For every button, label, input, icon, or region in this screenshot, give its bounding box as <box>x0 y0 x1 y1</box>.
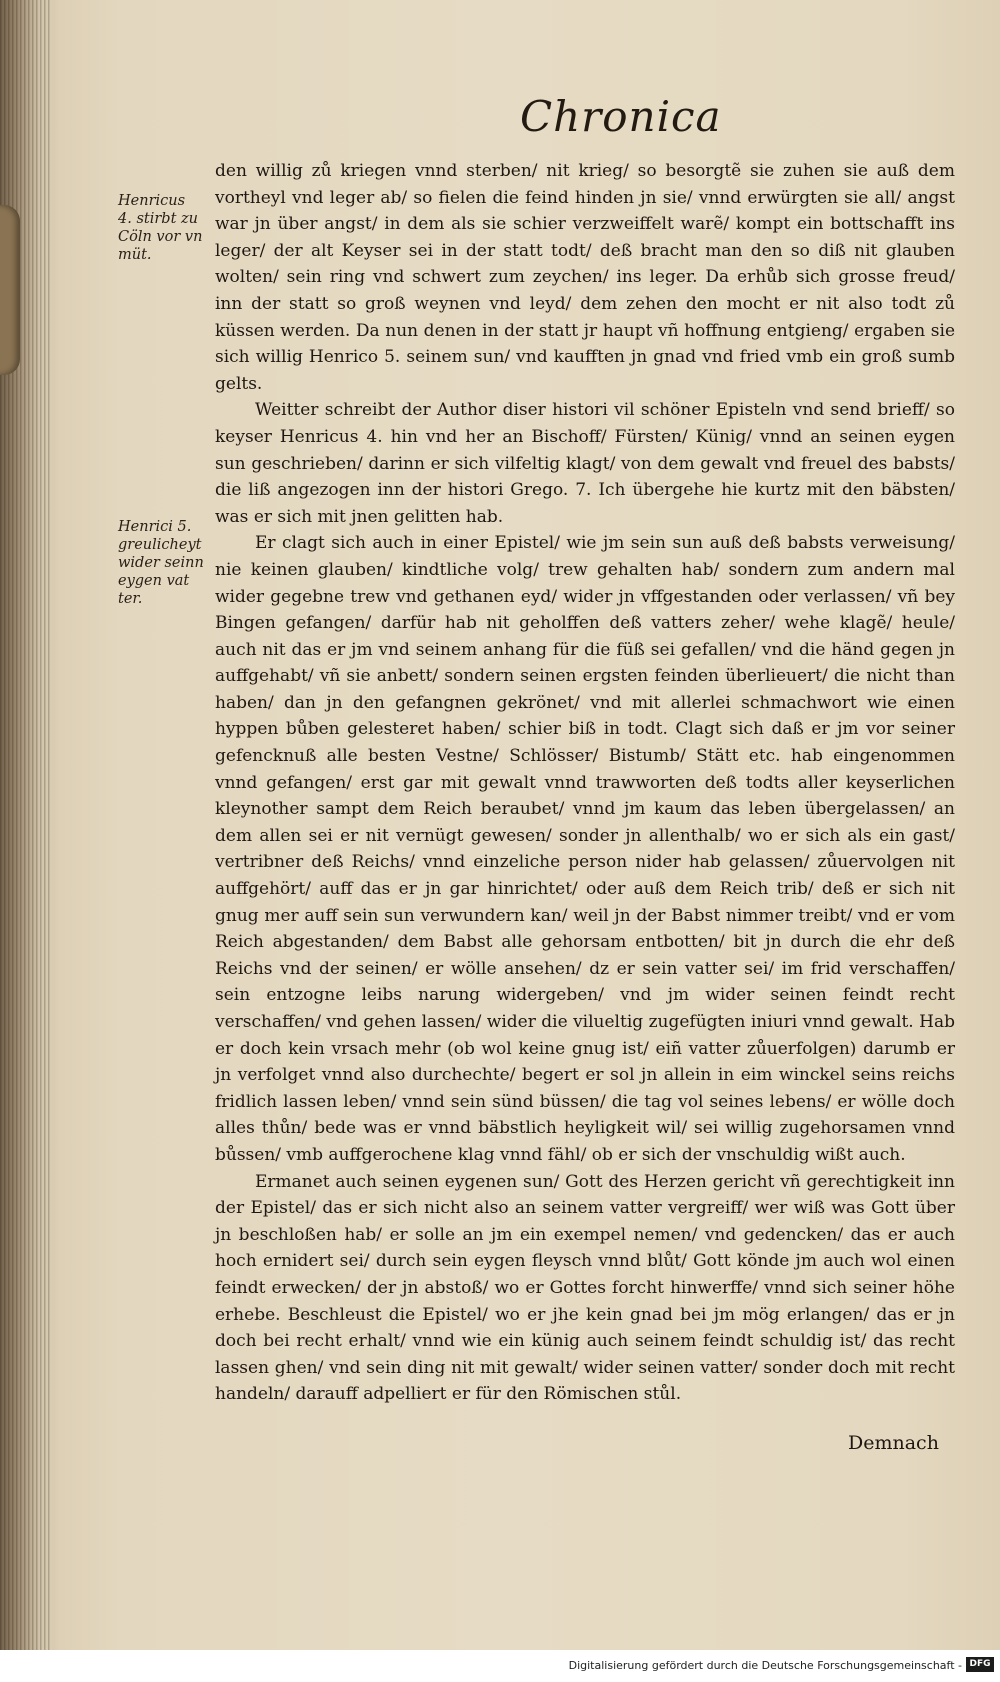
book-clasp <box>0 205 20 375</box>
margin-note-line: Henrici 5. <box>118 519 192 535</box>
body-text <box>215 158 955 1408</box>
paragraph: den willig zů kriegen vnnd sterben/ nit krieg/ so besorgtẽ sie zuhen sie auß dem vortheyl vnd leger ab/ so fielen die feind hinden jn sie/ vnnd erwürgten sie all/ angst war jn über angst/ in dem als sie schier verzweiffelt warẽ/ kompt ein bottschafft ins leger/ der alt Keyser sei in der statt todt/ deß bracht man den so diß nit glauben wolten/ sein ring vnd schwert zum zeychen/ ins leger. Da erhůb sich grosse freud/ inn der statt so groß weynen vnd leyd/ dem zehen den mocht er nit also todt zů küssen werden. Da nun denen in der statt jr haupt vñ hoffnung entgieng/ ergaben sie sich willig Henrico 5. seinem sun/ vnd kaufften jn gnad vnd fried vmb ein groß sumb gelts. <box>215 161 955 394</box>
paragraph: Er clagt sich auch in einer Epistel/ wie jm sein sun auß deß babsts verweisung/ nie keinen glauben/ kindtliche volg/ trew gehalten hab/ sondern zum andern mal wider gegebne trew vnd gethanen eyd/ wider jn vffgestanden oder verlassen/ vñ bey Bingen gefangen/ darfür hab nit geholffen deß vatters zeher/ wehe klagẽ/ heule/ auch nit das er jm vnd seinem anhang für die füß sei gefallen/ vnd die händ gegen jn auffgehabt/ vñ sie anbett/ sondern seinen ergsten feinden überlieuert/ die nicht than haben/ dan jn den gefangnen gekrönet/ vnd mit allerlei schmachwort wie einen hyppen bůben gelesteret haben/ schier biß in todt. Clagt sich daß er jm vor seiner gefencknuß alle besten Vestne/ Schlösser/ Bistumb/ Stätt etc. hab eingenommen vnnd gefangen/ erst gar mit gewalt vnnd trawworten deß todts aller keyserlichen kleynother sampt dem Reich beraubet/ vnnd jm kaum das leben übergelassen/ an dem allen sei er nit vernügt gewesen/ sonder jn allenthalb/ wo er sich als ein gast/ vertribner deß Reichs/ vnnd einzeliche person nider hab gelassen/ zůuervolgen nit auffgehört/ auff das er jn gar hinrichtet/ oder auß dem Reich trib/ deß er sich nit gnug mer auff sein sun verwundern kan/ weil jn der Babst nimmer treibt/ vnd er vom Reich abgestanden/ dem Babst alle gehorsam entbotten/ bit jn durch die ehr deß Reichs vnd der seinen/ er wölle ansehen/ dz er sein vatter sei/ im frid verschaffen/ sein entzogne leibs narung widergeben/ vnd jm wider seinen feindt recht verschaffen/ vnd gehen lassen/ wider die vilueltig zugefügten iniuri vnnd gewalt. Hab er doch kein vrsach mehr (ob wol keine gnug ist/ eiñ vatter zůuerfolgen) darumb er jn verfolget vnnd also durchechte/ begert er sol jn allein in eim winckel seins reichs fridlich lassen leben/ vnnd sein sünd büssen/ die tag vol seines lebens/ er wölle doch alles thůn/ bede was er vnnd bäbstlich heyligkeit wil/ sei willig zugehorsamen vnnd bůssen/ vmb auffgerochene klag vnnd fähl/ ob er sich der vnschuldig wißt auch. <box>215 533 955 1165</box>
catchword: Demnach <box>848 1432 939 1454</box>
paragraph: Weitter schreibt der Author diser histori vil schöner Episteln vnd send brieff/ so keyser Henricus 4. hin vnd her an Bischoff/ Fürsten/ Künig/ vnnd an seinen eygen sun geschrieben/ darinn er sich vilfeltig klagt/ von dem gewalt vnd freuel des babsts/ die liß angezogen inn der histori Grego. 7. Ich übergehe hie kurtz mit den bäbsten/ was er sich mit jnen gelitten hab. <box>215 400 955 527</box>
margin-note-line: müt. <box>118 247 152 263</box>
margin-note-line: Cöln vor vn <box>118 229 203 245</box>
margin-note <box>118 518 228 608</box>
footer-bar <box>0 1650 1000 1682</box>
margin-note-line: eygen vat <box>118 573 190 589</box>
margin-note <box>118 192 228 264</box>
running-head: Chronica <box>520 92 722 141</box>
dfg-logo: DFG <box>966 1657 994 1672</box>
margin-note-line: 4. stirbt zu <box>118 211 198 227</box>
funding-credit: Digitalisierung gefördert durch die Deutsche Forschungsgemeinschaft - <box>568 1659 962 1672</box>
margin-note-line: Henricus <box>118 193 186 209</box>
paragraph: Ermanet auch seinen eygenen sun/ Gott des Herzen gericht vñ gerechtigkeit inn der Epistel/ das er sich nicht also an seinem vatter vergreiff/ wer wiß was Gott über jn beschloßen hab/ er solle an jm ein exempel nemen/ vnd gedencken/ das er auch hoch ernidert sei/ durch sein eygen fleysch vnnd blůt/ Gott könde jm auch wol einen feindt erwecken/ der jn abstoß/ wo er Gottes forcht hinwerffe/ vnnd sich seiner höhe erhebe. Beschleust die Epistel/ wo er jhe kein gnad bei jm mög erlangen/ das er jn doch bei recht erhalt/ vnnd wie ein künig auch seinem feindt schuldig ist/ das recht lassen ghen/ vnd sein ding nit mit gewalt/ wider seinen vatter/ sonder doch mit recht handeln/ darauff adpelliert er für den Römischen stůl. <box>215 1171 955 1405</box>
margin-note-line: ter. <box>118 591 143 607</box>
margin-note-line: greulicheyt <box>118 537 202 553</box>
margin-note-line: wider seinn <box>118 555 204 571</box>
